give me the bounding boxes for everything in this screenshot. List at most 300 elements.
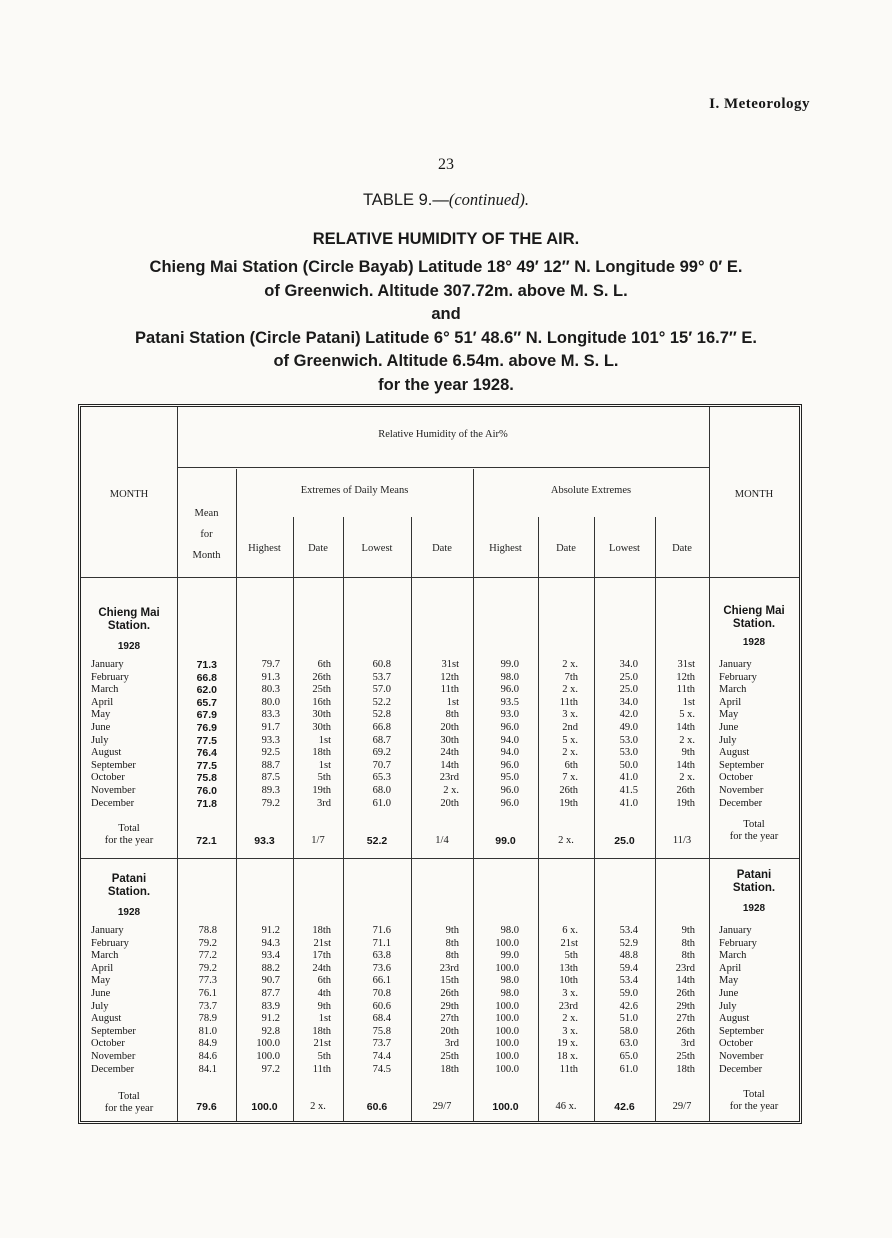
table-cell: October [719, 772, 753, 784]
cm-col-mean [177, 659, 217, 810]
table-cell: 23rd [558, 1000, 578, 1012]
table-cell: 71.3 [196, 659, 217, 671]
table-cell: 100.0 [495, 937, 519, 949]
table-cell: 11th [312, 1063, 331, 1075]
table-cell: 24th [440, 747, 459, 759]
pt-col-month [91, 925, 175, 1076]
pt-total-dlow-date: 29/7 [432, 1101, 452, 1112]
table-cell: 91.2 [261, 1013, 280, 1025]
table-cell: 100.0 [256, 1038, 280, 1050]
table-cell: 49.0 [619, 721, 638, 733]
table-cell: January [719, 659, 752, 670]
header-month-right: MONTH [734, 489, 774, 500]
table-cell: 41.0 [619, 772, 638, 784]
pt-col-alow [594, 925, 638, 1076]
table-cell: 5 x. [679, 709, 695, 721]
table-cell: February [91, 671, 129, 683]
table-cell: 50.0 [619, 759, 638, 771]
table-cell: 87.5 [261, 772, 280, 784]
table-cell: 1st [318, 1013, 331, 1025]
table-cell: 9th [445, 925, 459, 936]
table-cell: 58.0 [619, 1025, 638, 1037]
table-cell: November [719, 1050, 764, 1062]
table-cell: 9th [681, 747, 695, 759]
table-cell: 9th [681, 925, 695, 936]
pt-total-alow-date: 29/7 [672, 1101, 692, 1112]
table-cell: 76.9 [196, 721, 217, 734]
table-cell: 79.7 [261, 659, 280, 670]
table-cell: 26th [676, 1025, 695, 1037]
table-cell: August [719, 1013, 750, 1025]
table-cell: 100.0 [495, 1013, 519, 1025]
table-cell: 98.0 [500, 925, 519, 936]
table-cell: 100.0 [495, 1050, 519, 1062]
table-cell: 5 x. [562, 734, 578, 746]
table-cell: March [719, 950, 747, 962]
table-cell: 71.1 [372, 937, 391, 949]
table-cell: 2 x. [562, 747, 578, 759]
station-line-3: and [431, 305, 461, 323]
pt-col-dlow [343, 925, 391, 1076]
table-cell: 96.0 [500, 759, 519, 771]
patani-total-right: Total for the year [729, 1089, 779, 1112]
pt-total-dhigh: 100.0 [251, 1101, 278, 1113]
table-cell: 14th [676, 759, 695, 771]
table-cell: 42.6 [619, 1000, 638, 1012]
rule-h-main [177, 467, 709, 468]
table-cell: 79.2 [198, 962, 217, 974]
header-mean: Mean for Month [192, 508, 221, 561]
table-cell: 61.0 [619, 1063, 638, 1075]
table-cell: 51.0 [619, 1013, 638, 1025]
table-cell: November [91, 1050, 136, 1062]
table-cell: 31st [441, 659, 459, 670]
table-cell: 6th [317, 975, 331, 987]
table-cell: December [91, 797, 135, 809]
table-cell: 73.6 [372, 962, 391, 974]
table-cell: 98.0 [500, 987, 519, 999]
table-cell: 2 x. [562, 659, 578, 670]
table-cell: 19th [312, 784, 331, 796]
table-cell: 41.0 [619, 797, 638, 809]
table-cell: 75.8 [196, 772, 217, 785]
table-cell: 65.0 [619, 1050, 638, 1062]
table-cell: May [719, 709, 739, 721]
table-cell: 100.0 [495, 1025, 519, 1037]
pt-col-alow-date [655, 925, 695, 1076]
pt-col-mean [177, 925, 217, 1076]
cm-total-alow: 25.0 [614, 835, 635, 847]
patani-total-left: Total for the year [104, 1091, 154, 1114]
table-cell: 66.1 [372, 975, 391, 987]
table-cell: May [91, 709, 111, 721]
pt-total-ahigh: 100.0 [492, 1101, 519, 1113]
table-cell: September [719, 759, 764, 771]
table-cell: April [719, 962, 742, 974]
table-cell: 1st [446, 696, 459, 708]
pt-total-dhigh-date: 2 x. [310, 1101, 326, 1112]
cm-total-ahigh: 99.0 [495, 835, 516, 847]
table-cell: 100.0 [495, 1038, 519, 1050]
table-cell: August [719, 747, 750, 759]
table-cell: 79.2 [261, 797, 280, 809]
table-cell: 6 x. [562, 925, 578, 936]
table-cell: 84.1 [198, 1063, 217, 1075]
table-cell: 26th [312, 671, 331, 683]
table-cell: 12th [676, 671, 695, 683]
header-abs-low-date: Date [672, 543, 692, 554]
table-cell: 23rd [439, 772, 459, 784]
table-cell: 25th [440, 1050, 459, 1062]
table-cell: 26th [559, 784, 578, 796]
table-cell: 88.2 [261, 962, 280, 974]
table-cell: 92.8 [261, 1025, 280, 1037]
table-cell: 68.4 [372, 1013, 391, 1025]
table-cell: 66.8 [372, 721, 391, 733]
table-cell: 25.0 [619, 684, 638, 696]
table-cell: 10th [559, 975, 578, 987]
table-cell: March [91, 684, 119, 696]
table-cell: 71.6 [372, 925, 391, 936]
header-abs-high-date: Date [556, 543, 576, 554]
chieng-mai-label-left: Chieng Mai Station. [98, 607, 160, 632]
table-cell: 3 x. [562, 1025, 578, 1037]
table-cell: 19th [559, 797, 578, 809]
cm-col-ahigh-date [538, 659, 578, 810]
table-cell: 52.9 [619, 937, 638, 949]
table-cell: 21st [560, 937, 578, 949]
pt-col-dhigh-date [293, 925, 331, 1076]
table-cell: 5th [317, 1050, 331, 1062]
table-cell: 53.4 [619, 925, 638, 936]
table-cell: 19th [676, 797, 695, 809]
table-cell: March [91, 950, 119, 962]
pt-total-dlow: 60.6 [366, 1101, 388, 1113]
table-cell: 77.2 [198, 950, 217, 962]
table-cell: 74.5 [372, 1063, 391, 1075]
cm-col-dhigh-date [293, 659, 331, 810]
table-cell: April [91, 962, 114, 974]
table-cell: 11th [559, 1063, 578, 1075]
table-cell: 68.7 [372, 734, 391, 746]
header-absolute-extremes: Absolute Extremes [550, 485, 632, 496]
rule-v-month-right [709, 407, 710, 1121]
header-daily-highest: Highest [248, 543, 281, 554]
table-cell: 100.0 [495, 962, 519, 974]
table-cell: 18 x. [557, 1050, 578, 1062]
table-cell: 100.0 [256, 1050, 280, 1062]
table-cell: 17th [312, 950, 331, 962]
cm-total-dlow-date: 1/4 [435, 835, 449, 846]
table-cell: 80.3 [261, 684, 280, 696]
table-cell: 76.4 [196, 747, 217, 760]
table-cell: 8th [681, 950, 695, 962]
table-cell: 6th [564, 759, 578, 771]
table-cell: 53.7 [372, 671, 391, 683]
table-cell: 3 x. [562, 709, 578, 721]
table-cell: February [91, 937, 129, 949]
table-cell: August [91, 747, 122, 759]
table-cell: 16th [312, 696, 331, 708]
table-cell: 42.0 [619, 709, 638, 721]
table-cell: May [719, 975, 739, 987]
table-cell: July [91, 734, 109, 746]
table-cell: 3rd [681, 1038, 695, 1050]
table-cell: 90.7 [261, 975, 280, 987]
table-cell: June [91, 987, 111, 999]
cm-col-dlow [343, 659, 391, 810]
table-cell: 96.0 [500, 797, 519, 809]
table-cell: 4th [317, 987, 331, 999]
chieng-mai-label-right: Chieng Mai Station. [723, 605, 785, 630]
table-cell: 53.0 [619, 747, 638, 759]
pt-col-ahigh-date [538, 925, 578, 1076]
table-cell: 57.0 [372, 684, 391, 696]
table-cell: 5th [317, 772, 331, 784]
table-cell: 93.5 [500, 696, 519, 708]
table-cell: 41.5 [619, 784, 638, 796]
table-cell: 14th [440, 759, 459, 771]
table-cell: 23rd [675, 962, 695, 974]
table-cell: May [91, 975, 111, 987]
table-cell: April [91, 696, 114, 708]
pt-col-month-right [719, 925, 799, 1076]
table-cell: 2 x. [679, 734, 695, 746]
table-cell: 63.8 [372, 950, 391, 962]
table-cell: 73.7 [372, 1038, 391, 1050]
table-cell: 30th [440, 734, 459, 746]
table-cell: 77.5 [196, 759, 217, 772]
table-cell: July [91, 1000, 109, 1012]
table-cell: 95.0 [500, 772, 519, 784]
table-cell: 99.0 [500, 659, 519, 670]
table-cell: February [719, 671, 757, 683]
table-cell: 80.0 [261, 696, 280, 708]
table-title [0, 190, 892, 210]
cm-total-ahigh-date: 2 x. [558, 835, 574, 846]
table-cell: 98.0 [500, 671, 519, 683]
header-main: Relative Humidity of the Air% [378, 429, 508, 440]
table-cell: 3 x. [562, 987, 578, 999]
pt-total-ahigh-date: 46 x. [555, 1101, 577, 1112]
table-cell: 34.0 [619, 696, 638, 708]
header-abs-lowest: Lowest [609, 543, 640, 554]
table-cell: 78.8 [198, 925, 217, 936]
table-cell: 52.2 [372, 696, 391, 708]
table-cell: 83.3 [261, 709, 280, 721]
table-cell: September [91, 759, 136, 771]
table-cell: 1st [318, 759, 331, 771]
table-cell: 77.3 [198, 975, 217, 987]
cm-col-dlow-date [411, 659, 459, 810]
table-cell: 99.0 [500, 950, 519, 962]
table-cell: 2nd [562, 721, 578, 733]
table-cell: June [719, 721, 739, 733]
table-cell: 27th [676, 1013, 695, 1025]
table-cell: 7 x. [562, 772, 578, 784]
table-cell: 31st [677, 659, 695, 670]
pt-col-dhigh [236, 925, 280, 1076]
table-cell: December [719, 797, 763, 809]
table-cell: 62.0 [196, 684, 217, 697]
chieng-mai-total-right: Total for the year [729, 819, 779, 842]
table-cell: October [719, 1038, 753, 1050]
humidity-table [78, 404, 802, 1124]
cm-total-alow-date: 11/3 [672, 835, 692, 846]
table-cell: 5th [564, 950, 578, 962]
table-cell: 65.3 [372, 772, 391, 784]
table-cell: 23rd [439, 962, 459, 974]
table-cell: 25th [676, 1050, 695, 1062]
table-cell: July [719, 734, 737, 746]
table-cell: 30th [312, 709, 331, 721]
table-cell: 68.0 [372, 784, 391, 796]
table-cell: 97.2 [261, 1063, 280, 1075]
table-cell: 20th [440, 797, 459, 809]
table-cell: 29th [440, 1000, 459, 1012]
table-cell: 92.5 [261, 747, 280, 759]
table-cell: June [719, 987, 739, 999]
header-daily-low-date: Date [432, 543, 452, 554]
table-cell: 98.0 [500, 975, 519, 987]
table-cell: 81.0 [198, 1025, 217, 1037]
table-cell: 63.0 [619, 1038, 638, 1050]
table-cell: 2 x. [443, 784, 459, 796]
cm-total-dhigh: 93.3 [254, 835, 275, 847]
table-cell: 27th [440, 1013, 459, 1025]
table-cell: 18th [440, 1063, 459, 1075]
chieng-mai-year-right: 1928 [742, 637, 766, 648]
table-cell: 48.8 [619, 950, 638, 962]
cm-col-alow-date [655, 659, 695, 810]
cm-total-dhigh-date: 1/7 [311, 835, 325, 846]
cm-col-alow [594, 659, 638, 810]
table-cell: 76.0 [196, 784, 217, 797]
table-cell: 30th [312, 721, 331, 733]
table-cell: 59.0 [619, 987, 638, 999]
table-cell: 25.0 [619, 671, 638, 683]
table-cell: September [719, 1025, 764, 1037]
table-cell: 53.4 [619, 975, 638, 987]
station-line-6: for the year 1928. [378, 376, 514, 394]
table-cell: April [719, 696, 742, 708]
chieng-mai-year-left: 1928 [117, 641, 141, 652]
main-heading: RELATIVE HUMIDITY OF THE AIR. [312, 230, 580, 248]
table-cell: 70.8 [372, 987, 391, 999]
table-cell: February [719, 937, 757, 949]
table-cell: December [719, 1063, 763, 1075]
table-cell: 66.8 [196, 671, 217, 684]
table-cell: 93.4 [261, 950, 280, 962]
table-cell: 94.0 [500, 734, 519, 746]
table-cell: 91.3 [261, 671, 280, 683]
table-cell: 60.8 [372, 659, 391, 670]
table-cell: 12th [440, 671, 459, 683]
table-cell: 61.0 [372, 797, 391, 809]
table-cell: 19 x. [557, 1038, 578, 1050]
table-cell: 20th [440, 721, 459, 733]
table-cell: 8th [445, 709, 459, 721]
table-cell: September [91, 1025, 136, 1037]
patani-label-left: Patani Station. [107, 873, 151, 898]
table-cell: 11th [440, 684, 459, 696]
table-cell: 2 x. [679, 772, 695, 784]
table-cell: 75.8 [372, 1025, 391, 1037]
header-abs-highest: Highest [489, 543, 522, 554]
table-cell: 8th [681, 937, 695, 949]
header-daily-high-date: Date [308, 543, 328, 554]
table-cell: 11th [559, 696, 578, 708]
table-cell: 96.0 [500, 784, 519, 796]
patani-year-right: 1928 [742, 903, 766, 914]
table-cell: 26th [676, 987, 695, 999]
table-cell: 26th [440, 987, 459, 999]
table-cell: 14th [676, 975, 695, 987]
cm-col-ahigh [473, 659, 519, 810]
table-cell: 52.8 [372, 709, 391, 721]
page-number: 23 [438, 156, 454, 173]
pt-total-mean: 79.6 [196, 1101, 217, 1113]
table-cell: 26th [676, 784, 695, 796]
table-cell: 6th [317, 659, 331, 670]
table-cell: October [91, 772, 125, 784]
table-cell: June [91, 721, 111, 733]
table-cell: 91.7 [261, 721, 280, 733]
table-cell: August [91, 1013, 122, 1025]
rule-h-header-bottom [81, 577, 799, 578]
table-cell: 91.2 [261, 925, 280, 936]
table-cell: 34.0 [619, 659, 638, 670]
table-cell: 84.9 [198, 1038, 217, 1050]
table-title-continued: (continued). [448, 190, 530, 209]
table-cell: 83.9 [261, 1000, 280, 1012]
table-cell: 89.3 [261, 784, 280, 796]
table-cell: January [91, 659, 124, 670]
table-cell: October [91, 1038, 125, 1050]
table-cell: 78.9 [198, 1013, 217, 1025]
table-cell: 74.4 [372, 1050, 391, 1062]
table-cell: January [91, 925, 124, 936]
table-cell: 8th [445, 950, 459, 962]
table-cell: 21st [313, 1038, 331, 1050]
table-cell: 79.2 [198, 937, 217, 949]
table-cell: 77.5 [196, 734, 217, 747]
table-cell: 14th [676, 721, 695, 733]
patani-label-right: Patani Station. [732, 869, 776, 894]
rule-h-section [81, 858, 799, 859]
table-title-main: TABLE 9.— [362, 191, 449, 209]
table-cell: 25th [312, 684, 331, 696]
table-cell: 8th [445, 937, 459, 949]
table-cell: 7th [564, 671, 578, 683]
pt-total-alow: 42.6 [614, 1101, 635, 1113]
table-cell: 13th [559, 962, 578, 974]
table-cell: 73.7 [198, 1000, 217, 1012]
table-cell: 2 x. [562, 684, 578, 696]
table-cell: 84.6 [198, 1050, 217, 1062]
table-cell: 100.0 [495, 1000, 519, 1012]
table-cell: 71.8 [196, 797, 217, 810]
table-cell: 2 x. [562, 1013, 578, 1025]
table-cell: 70.7 [372, 759, 391, 771]
table-cell: 9th [317, 1000, 331, 1012]
cm-total-dlow: 52.2 [366, 835, 388, 847]
table-cell: 21st [313, 937, 331, 949]
table-cell: 69.2 [372, 747, 391, 759]
table-cell: 96.0 [500, 684, 519, 696]
table-cell: 53.0 [619, 734, 638, 746]
cm-col-dhigh [236, 659, 280, 810]
